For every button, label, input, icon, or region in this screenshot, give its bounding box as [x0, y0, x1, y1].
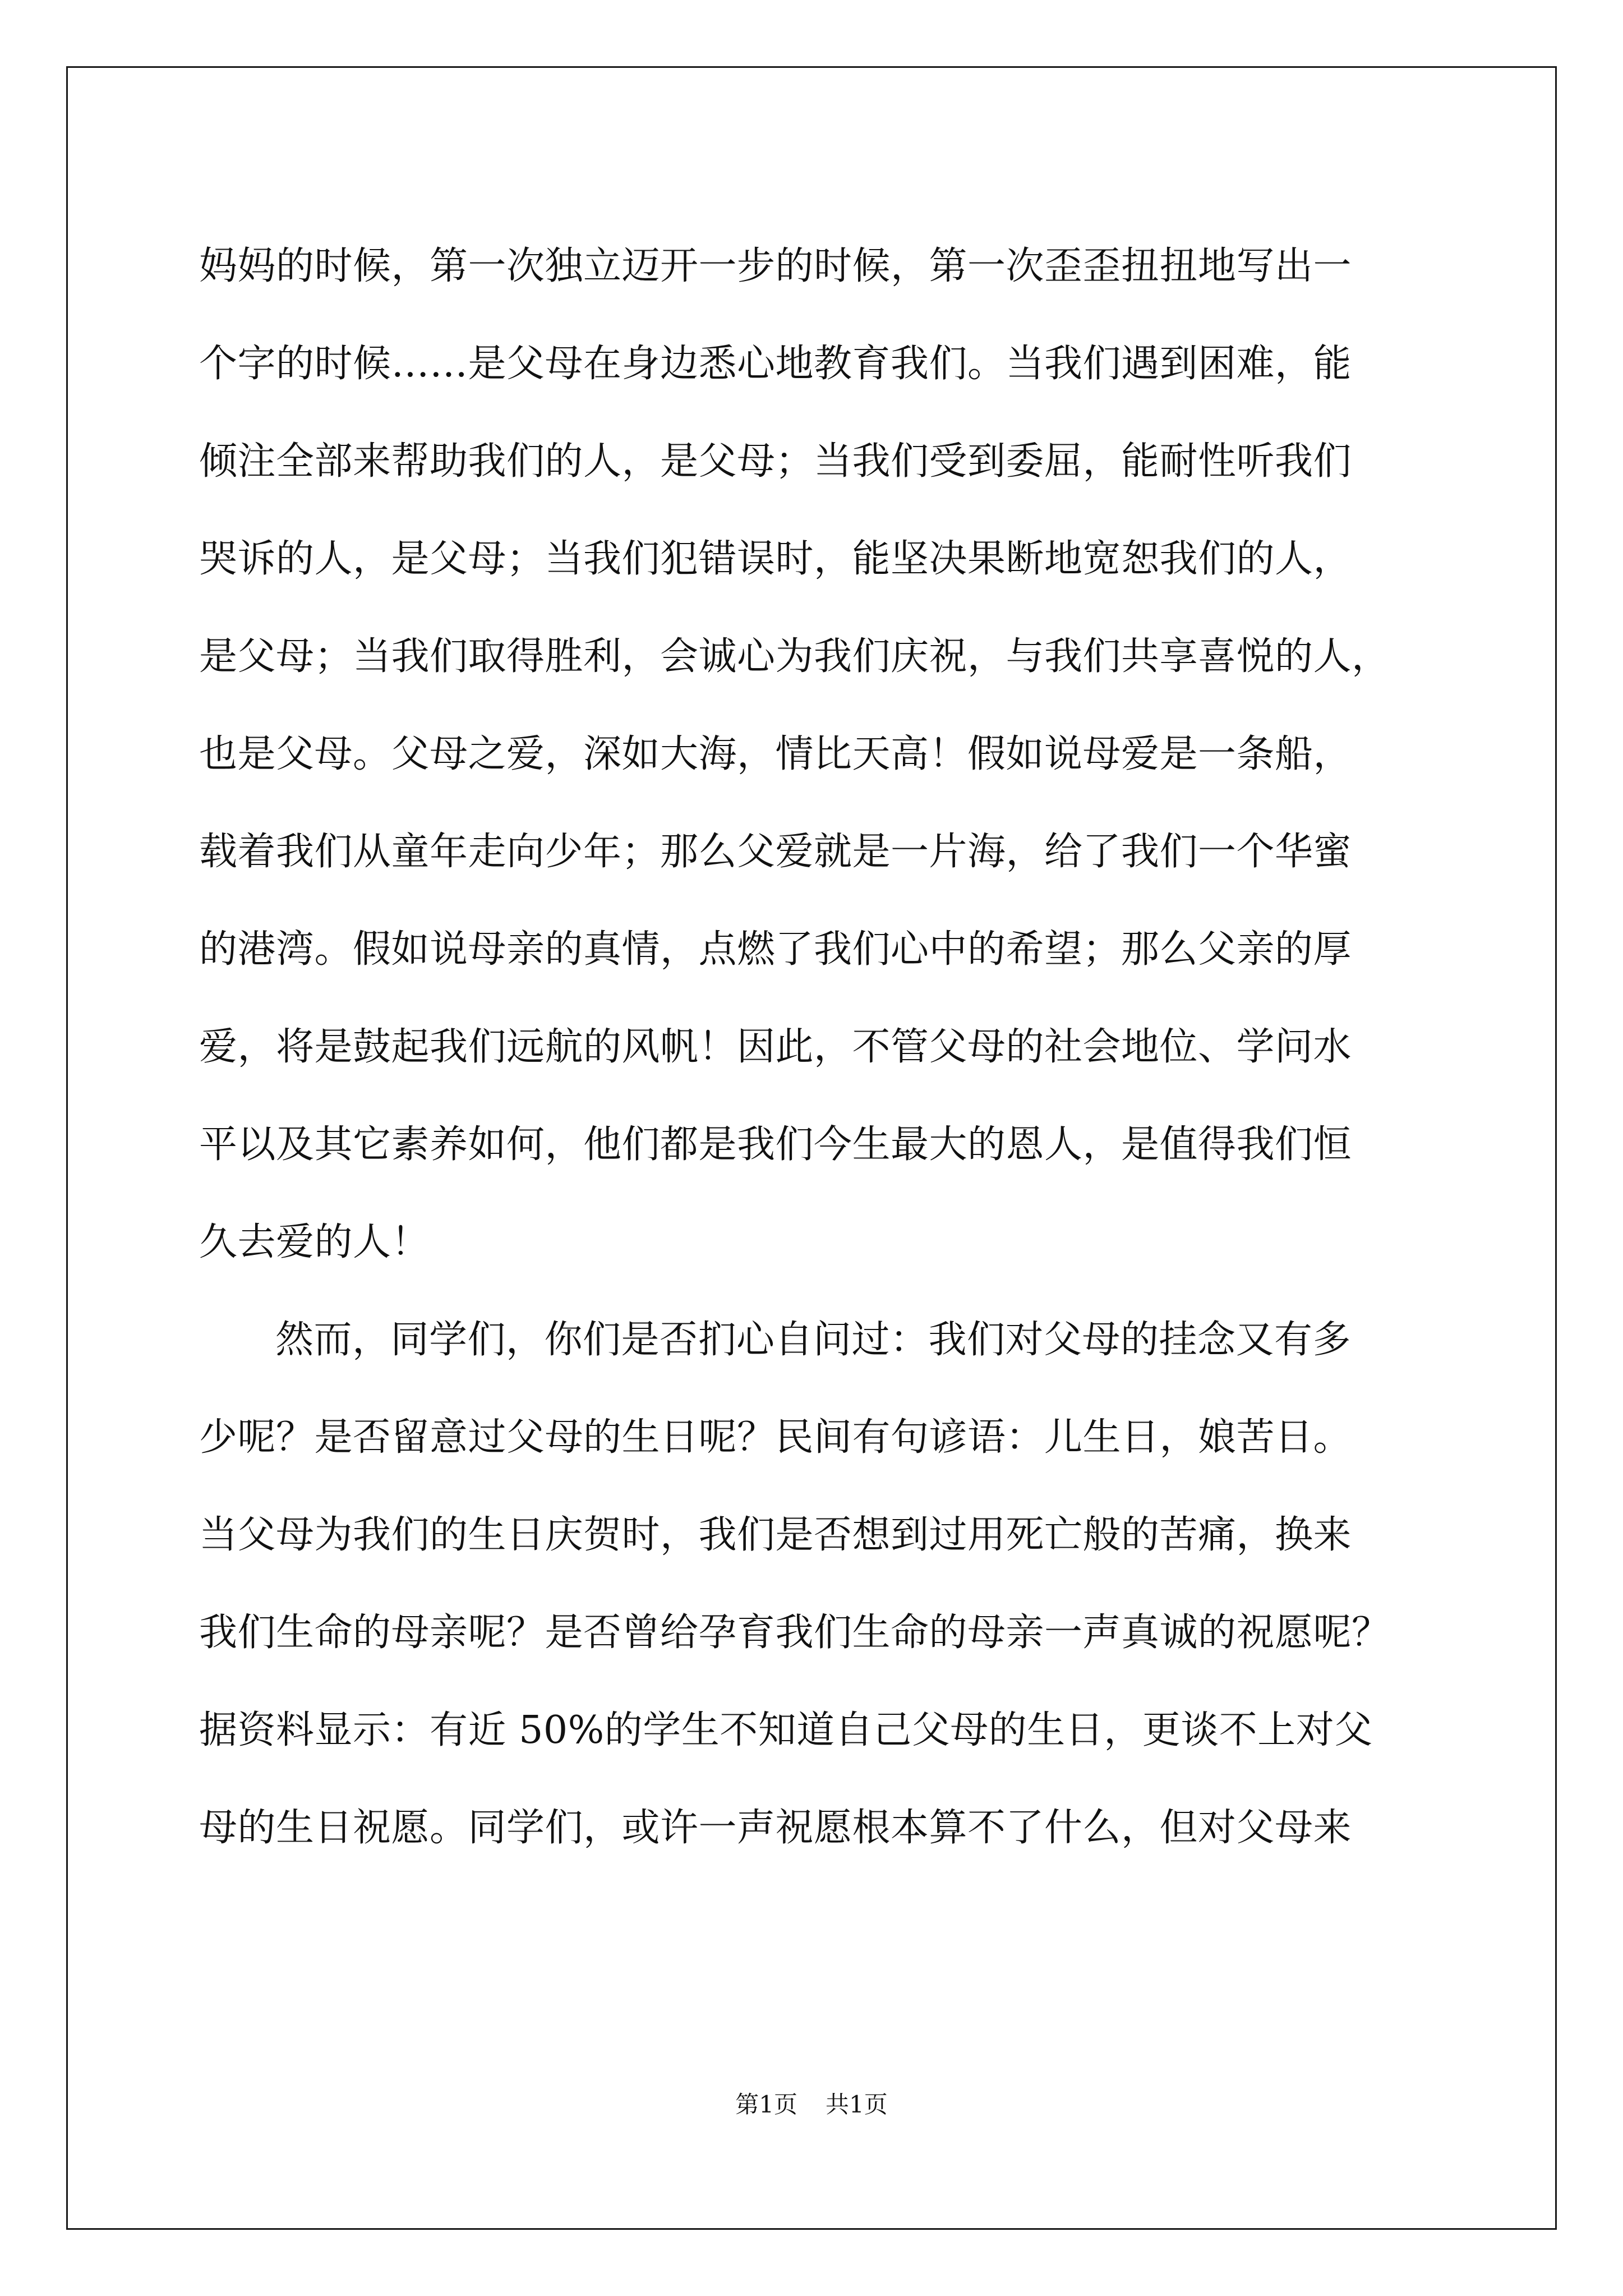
page-total: 共1页: [826, 2091, 888, 2118]
text-line: 妈妈的时候，第一次独立迈开一步的时候，第一次歪歪扭扭地写出一: [199, 244, 1352, 288]
text-line: 的港湾。假如说母亲的真情，点燃了我们心中的希望；那么父亲的厚: [199, 927, 1352, 972]
document-body: [199, 218, 1467, 1877]
text-line: 久去爱的人！: [199, 1220, 430, 1264]
text-line: 是父母；当我们取得胜利，会诚心为我们庆祝，与我们共享喜悦的人，: [199, 634, 1390, 679]
text-line: 当父母为我们的生日庆贺时，我们是否想到过用死亡般的苦痛，换来: [199, 1513, 1352, 1557]
text-line: 平以及其它素养如何，他们都是我们今生最大的恩人，是值得我们恒: [199, 1122, 1352, 1167]
text-line: 个字的时候……是父母在身边悉心地教育我们。当我们遇到困难，能: [199, 342, 1352, 386]
text-line: 哭诉的人，是父母；当我们犯错误时，能坚决果断地宽恕我们的人，: [199, 537, 1352, 581]
text-line: 母的生日祝愿。同学们，或许一声祝愿根本算不了什么，但对父母来: [199, 1806, 1352, 1850]
text-line: 倾注全部来帮助我们的人，是父母；当我们受到委屈，能耐性听我们: [199, 439, 1352, 484]
text-line: 也是父母。父母之爱，深如大海，情比天高！假如说母爱是一条船，: [199, 732, 1352, 776]
paragraph-start-line: 然而，同学们，你们是否扪心自问过：我们对父母的挂念又有多: [275, 1318, 1352, 1362]
text-line: 我们生命的母亲呢？是否曾给孕育我们生命的母亲一声真诚的祝愿呢？: [199, 1611, 1390, 1655]
page-number: 第1页: [735, 2091, 797, 2118]
page-footer: [0, 2088, 1623, 2122]
text-line: 载着我们从童年走向少年；那么父爱就是一片海，给了我们一个华蜜: [199, 830, 1352, 874]
text-line: 爱，将是鼓起我们远航的风帆！因此，不管父母的社会地位、学问水: [199, 1025, 1352, 1069]
text-line: 少呢？是否留意过父母的生日呢？民间有句谚语：儿生日，娘苦日。: [199, 1415, 1352, 1460]
text-line: 据资料显示：有近 50%的学生不知道自己父母的生日，更谈不上对父: [199, 1708, 1373, 1752]
